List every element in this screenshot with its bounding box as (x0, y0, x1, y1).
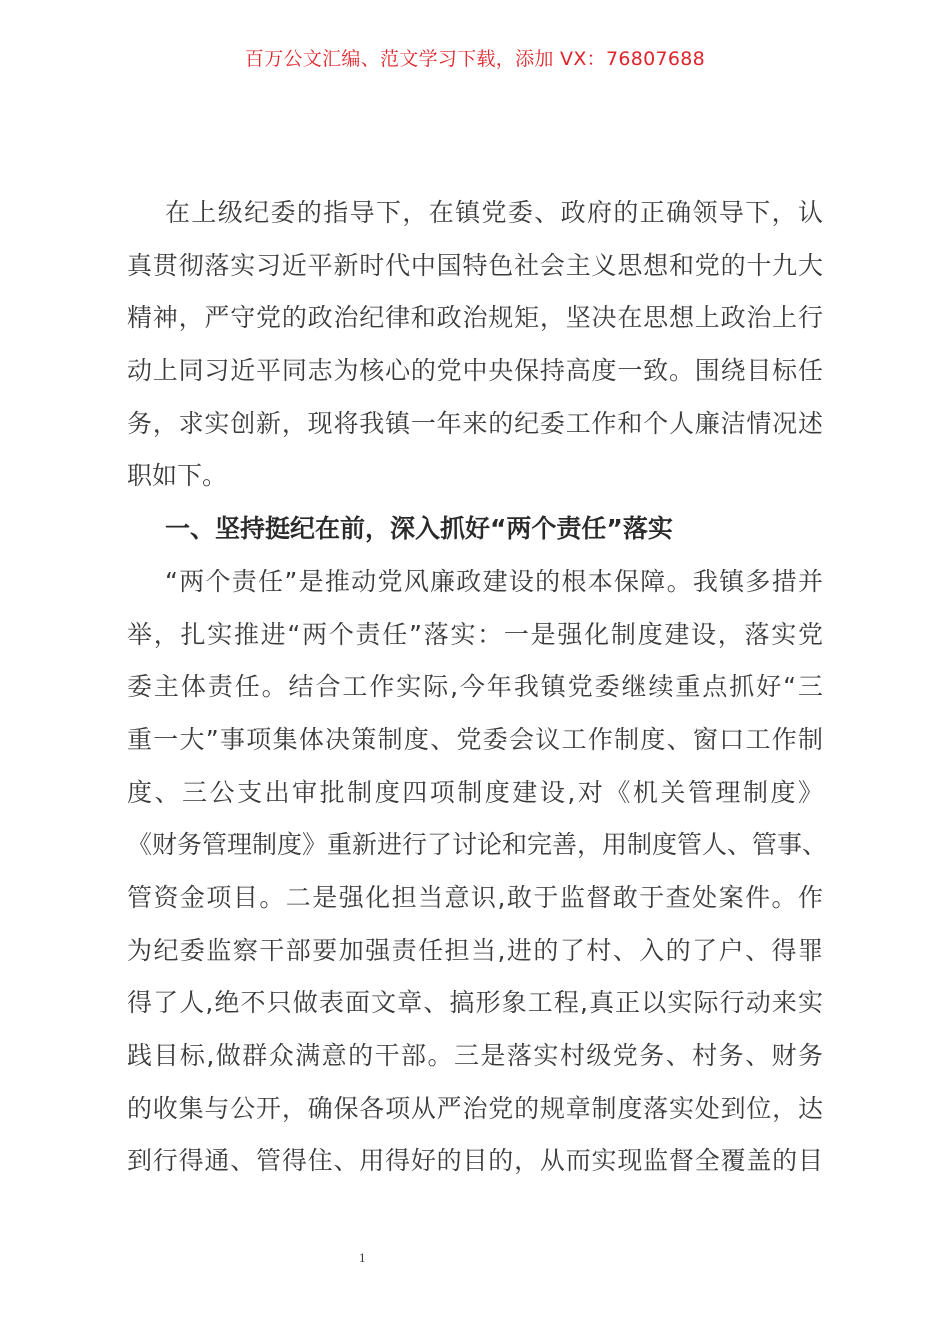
paragraph-line: 重一大”事项集体决策制度、党委会议工作制度、窗口工作制 (127, 724, 823, 754)
paragraph-line: 精神，严守党的政治纪律和政治规矩，坚决在思想上政治上行 (127, 303, 823, 333)
paragraph-line: 在上级纪委的指导下，在镇党委、政府的正确领导下，认 (165, 198, 823, 227)
document-body (127, 192, 828, 1193)
page-number: 1 (359, 1250, 366, 1265)
paragraph-line: 的收集与公开，确保各项从严治党的规章制度落实处到位，达 (127, 1093, 823, 1123)
paragraph-line: 管资金项目。二是强化担当意识,敢于监督敢于查处案件。作 (127, 882, 823, 912)
paragraph-line: 真贯彻落实习近平新时代中国特色社会主义思想和党的十九大 (127, 250, 823, 280)
paragraph-line: 务，求实创新，现将我镇一年来的纪委工作和个人廉洁情况述 (127, 408, 823, 438)
paragraph-line: 委主体责任。结合工作实际,今年我镇党委继续重点抓好“三 (127, 672, 823, 702)
paragraph-line: 动上同习近平同志为核心的党中央保持高度一致。围绕目标任 (127, 356, 823, 386)
paragraph-line: 践目标,做群众满意的干部。三是落实村级党务、村务、财务 (127, 1041, 823, 1070)
paragraph-line: 度、三公支出审批制度四项制度建设,对《机关管理制度》 (127, 777, 823, 807)
paragraph-line: 《财务管理制度》重新进行了讨论和完善，用制度管人、管事、 (127, 830, 828, 860)
paragraph-line: 职如下。 (127, 461, 228, 491)
paragraph-line: 到行得通、管得住、用得好的目的，从而实现监督全覆盖的目 (127, 1146, 823, 1176)
watermark-header: 百万公文汇编、范文学习下载，添加 VX：76807688 (244, 48, 706, 70)
paragraph-line: 得了人,绝不只做表面文章、搞形象工程,真正以实际行动来实 (127, 988, 823, 1018)
section-heading: 一、坚持挺纪在前，深入抓好“两个责任”落实 (165, 514, 673, 544)
paragraph-line: “两个责任”是推动党风廉政建设的根本保障。我镇多措并 (165, 566, 823, 596)
paragraph-line: 为纪委监察干部要加强责任担当,进的了村、入的了户、得罪 (127, 935, 823, 965)
paragraph-line: 举，扎实推进“两个责任”落实：一是强化制度建设，落实党 (127, 619, 823, 649)
